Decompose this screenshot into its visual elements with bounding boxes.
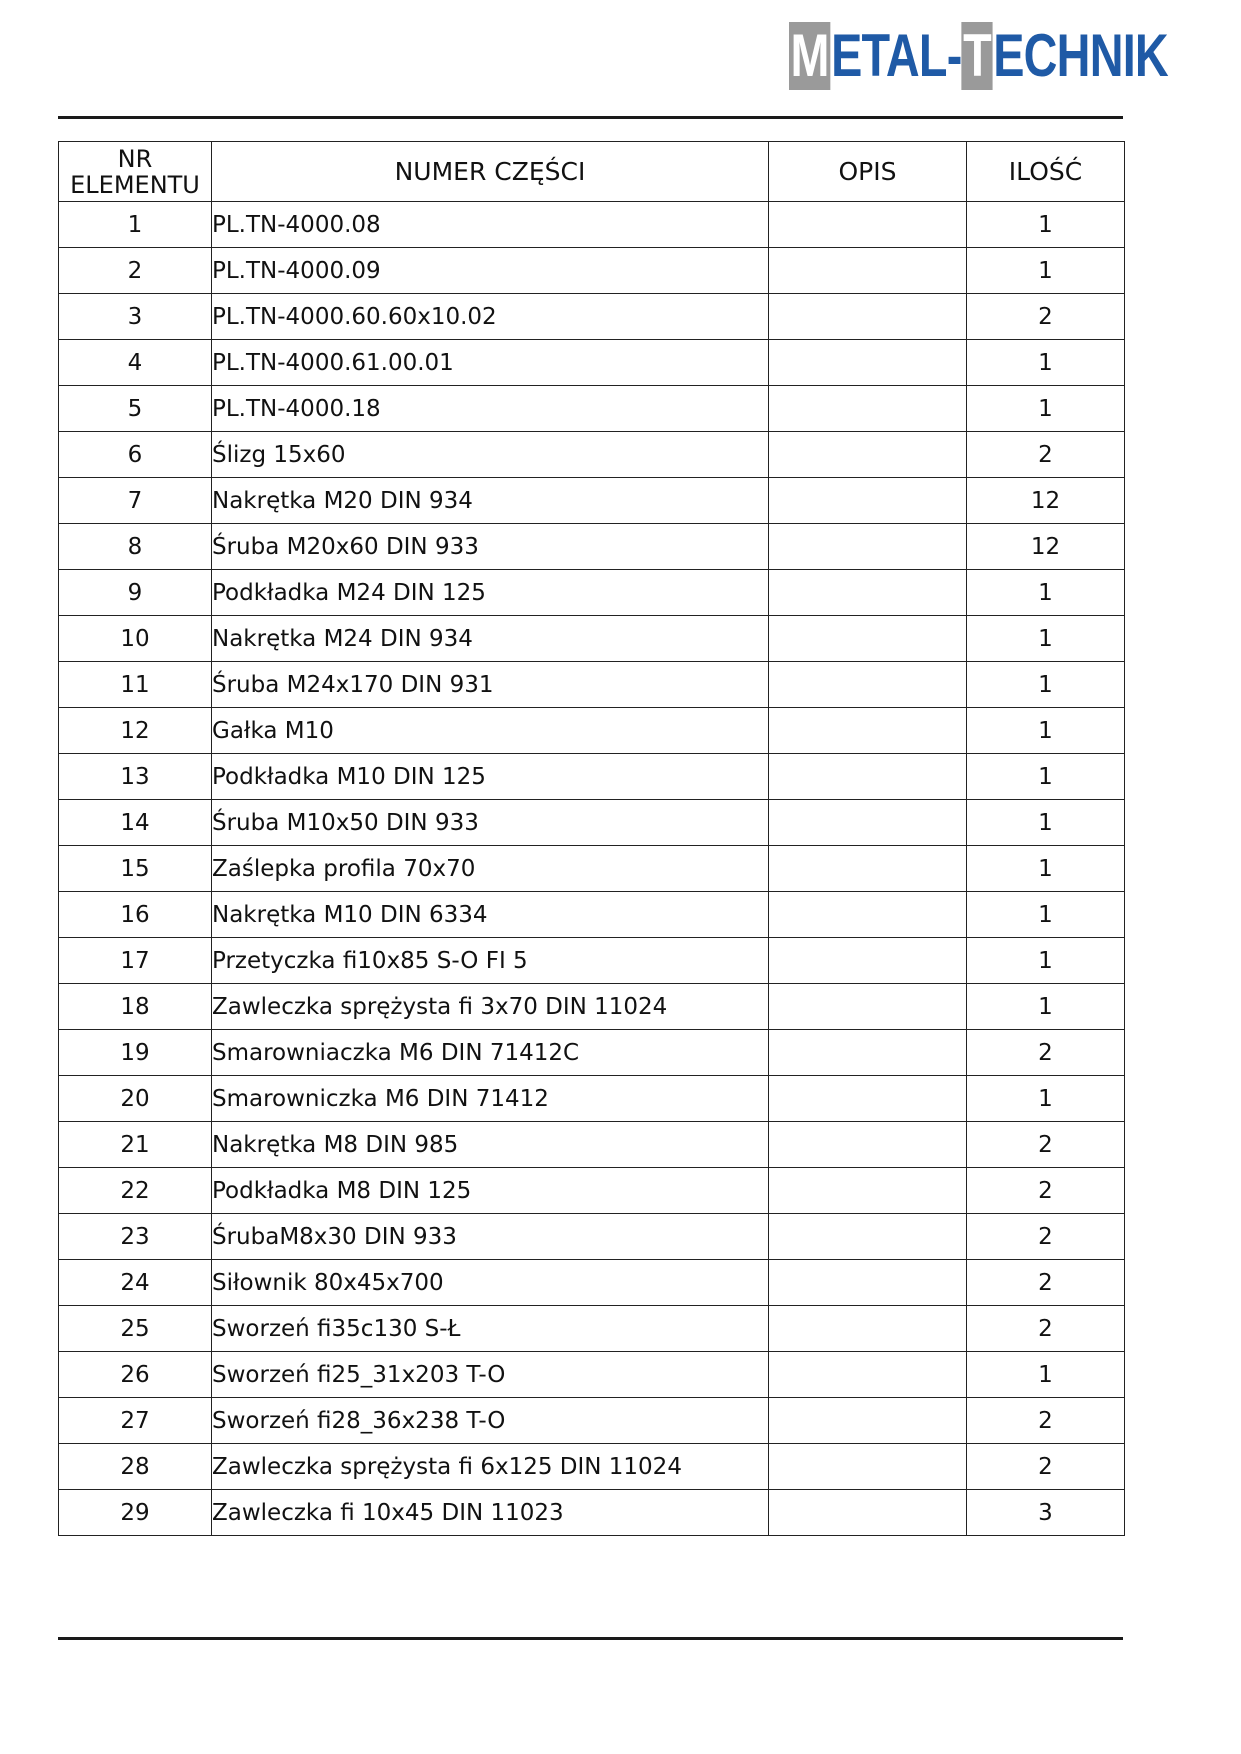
cell-quantity: 1 [967,340,1125,386]
cell-description [769,1122,967,1168]
cell-description [769,248,967,294]
cell-quantity: 1 [967,846,1125,892]
table-row [59,662,1125,708]
cell-quantity: 3 [967,1490,1125,1536]
cell-element-number: 17 [59,938,212,984]
cell-element-number: 14 [59,800,212,846]
table-row [59,938,1125,984]
cell-description [769,202,967,248]
cell-part-number: Zaślepka profila 70x70 [212,846,769,892]
table-row [59,1122,1125,1168]
cell-part-number: PL.TN-4000.60.60x10.02 [212,294,769,340]
cell-quantity: 2 [967,1214,1125,1260]
table-row [59,570,1125,616]
cell-element-number: 7 [59,478,212,524]
cell-quantity: 2 [967,1398,1125,1444]
cell-quantity: 2 [967,294,1125,340]
cell-part-number: Nakrętka M8 DIN 985 [212,1122,769,1168]
table-row [59,1490,1125,1536]
cell-quantity: 2 [967,1030,1125,1076]
cell-description [769,1214,967,1260]
cell-element-number: 15 [59,846,212,892]
cell-description [769,478,967,524]
cell-element-number: 29 [59,1490,212,1536]
logo-text-echnik: ECHNIK [993,22,1168,89]
cell-part-number: Smarowniaczka M6 DIN 71412C [212,1030,769,1076]
cell-part-number: Przetyczka fi10x85 S-O FI 5 [212,938,769,984]
cell-quantity: 1 [967,800,1125,846]
cell-part-number: Nakrętka M20 DIN 934 [212,478,769,524]
cell-quantity: 1 [967,616,1125,662]
table-row [59,800,1125,846]
cell-description [769,340,967,386]
cell-description [769,892,967,938]
table-row [59,1076,1125,1122]
table-row [59,524,1125,570]
cell-quantity: 1 [967,754,1125,800]
cell-part-number: Sworzeń fi25_31x203 T-O [212,1352,769,1398]
table-row [59,1352,1125,1398]
footer-divider [58,1637,1123,1640]
table-header-row [59,142,1125,202]
cell-element-number: 12 [59,708,212,754]
column-header-quantity: ILOŚĆ [967,142,1125,202]
cell-part-number: Śruba M20x60 DIN 933 [212,524,769,570]
cell-quantity: 1 [967,662,1125,708]
cell-element-number: 8 [59,524,212,570]
cell-quantity: 2 [967,1122,1125,1168]
table-row [59,1444,1125,1490]
table-row [59,1398,1125,1444]
table-row [59,1260,1125,1306]
cell-description [769,662,967,708]
cell-part-number: Podkładka M8 DIN 125 [212,1168,769,1214]
table-row [59,478,1125,524]
cell-part-number: Gałka M10 [212,708,769,754]
cell-description [769,294,967,340]
cell-description [769,754,967,800]
cell-quantity: 2 [967,432,1125,478]
cell-description [769,570,967,616]
cell-element-number: 21 [59,1122,212,1168]
cell-quantity: 2 [967,1260,1125,1306]
cell-description [769,616,967,662]
cell-part-number: Nakrętka M10 DIN 6334 [212,892,769,938]
cell-quantity: 2 [967,1306,1125,1352]
cell-part-number: Zawleczka fi 10x45 DIN 11023 [212,1490,769,1536]
cell-quantity: 1 [967,1352,1125,1398]
cell-quantity: 2 [967,1168,1125,1214]
cell-description [769,1444,967,1490]
cell-part-number: Podkładka M24 DIN 125 [212,570,769,616]
cell-part-number: Śruba M24x170 DIN 931 [212,662,769,708]
cell-quantity: 12 [967,478,1125,524]
table-row [59,202,1125,248]
table-row [59,708,1125,754]
table-row [59,386,1125,432]
column-header-description: OPIS [769,142,967,202]
cell-part-number: Ślizg 15x60 [212,432,769,478]
cell-description [769,524,967,570]
table-row [59,294,1125,340]
cell-quantity: 1 [967,938,1125,984]
cell-part-number: PL.TN-4000.08 [212,202,769,248]
cell-part-number: Śruba M10x50 DIN 933 [212,800,769,846]
cell-element-number: 27 [59,1398,212,1444]
column-header-part-number: NUMER CZĘŚCI [212,142,769,202]
cell-part-number: Zawleczka sprężysta fi 3x70 DIN 11024 [212,984,769,1030]
header-divider [58,116,1123,119]
cell-quantity: 1 [967,1076,1125,1122]
cell-element-number: 4 [59,340,212,386]
cell-element-number: 22 [59,1168,212,1214]
table-row [59,1306,1125,1352]
cell-element-number: 24 [59,1260,212,1306]
cell-element-number: 13 [59,754,212,800]
cell-part-number: ŚrubaM8x30 DIN 933 [212,1214,769,1260]
cell-description [769,386,967,432]
company-logo [789,22,1241,90]
table-row [59,754,1125,800]
cell-part-number: Nakrętka M24 DIN 934 [212,616,769,662]
cell-element-number: 6 [59,432,212,478]
cell-element-number: 11 [59,662,212,708]
cell-description [769,1398,967,1444]
cell-element-number: 20 [59,1076,212,1122]
column-header-element-number: NR ELEMENTU [59,142,212,202]
cell-part-number: PL.TN-4000.61.00.01 [212,340,769,386]
cell-element-number: 3 [59,294,212,340]
cell-quantity: 1 [967,984,1125,1030]
cell-part-number: Podkładka M10 DIN 125 [212,754,769,800]
cell-description [769,846,967,892]
cell-part-number: Siłownik 80x45x700 [212,1260,769,1306]
cell-description [769,1168,967,1214]
cell-description [769,1030,967,1076]
cell-part-number: PL.TN-4000.09 [212,248,769,294]
cell-element-number: 25 [59,1306,212,1352]
cell-description [769,984,967,1030]
table-row [59,1168,1125,1214]
cell-description [769,708,967,754]
cell-element-number: 28 [59,1444,212,1490]
table-row [59,340,1125,386]
table-row [59,1030,1125,1076]
table-row [59,248,1125,294]
cell-quantity: 1 [967,202,1125,248]
cell-element-number: 10 [59,616,212,662]
table-row [59,984,1125,1030]
cell-description [769,1306,967,1352]
cell-description [769,1076,967,1122]
table-row [59,1214,1125,1260]
cell-element-number: 26 [59,1352,212,1398]
cell-part-number: Smarowniczka M6 DIN 71412 [212,1076,769,1122]
cell-element-number: 9 [59,570,212,616]
cell-quantity: 2 [967,1444,1125,1490]
parts-list-table [58,141,1125,1536]
cell-quantity: 12 [967,524,1125,570]
cell-description [769,1352,967,1398]
cell-element-number: 23 [59,1214,212,1260]
table-row [59,616,1125,662]
cell-description [769,1490,967,1536]
cell-part-number: PL.TN-4000.18 [212,386,769,432]
cell-element-number: 1 [59,202,212,248]
cell-part-number: Sworzeń fi35c130 S-Ł [212,1306,769,1352]
cell-description [769,1260,967,1306]
cell-element-number: 18 [59,984,212,1030]
cell-part-number: Sworzeń fi28_36x238 T-O [212,1398,769,1444]
cell-element-number: 19 [59,1030,212,1076]
cell-quantity: 1 [967,386,1125,432]
table-row [59,432,1125,478]
cell-quantity: 1 [967,570,1125,616]
table-row [59,846,1125,892]
cell-description [769,432,967,478]
cell-element-number: 16 [59,892,212,938]
table-body [59,202,1125,1536]
cell-element-number: 2 [59,248,212,294]
logo-letter-t: T [963,22,991,89]
cell-element-number: 5 [59,386,212,432]
logo-letter-m: M [790,22,829,89]
cell-part-number: Zawleczka sprężysta fi 6x125 DIN 11024 [212,1444,769,1490]
cell-description [769,938,967,984]
logo-text-etal: ETAL- [831,22,962,89]
cell-quantity: 1 [967,248,1125,294]
cell-quantity: 1 [967,708,1125,754]
cell-description [769,800,967,846]
table-row [59,892,1125,938]
cell-quantity: 1 [967,892,1125,938]
